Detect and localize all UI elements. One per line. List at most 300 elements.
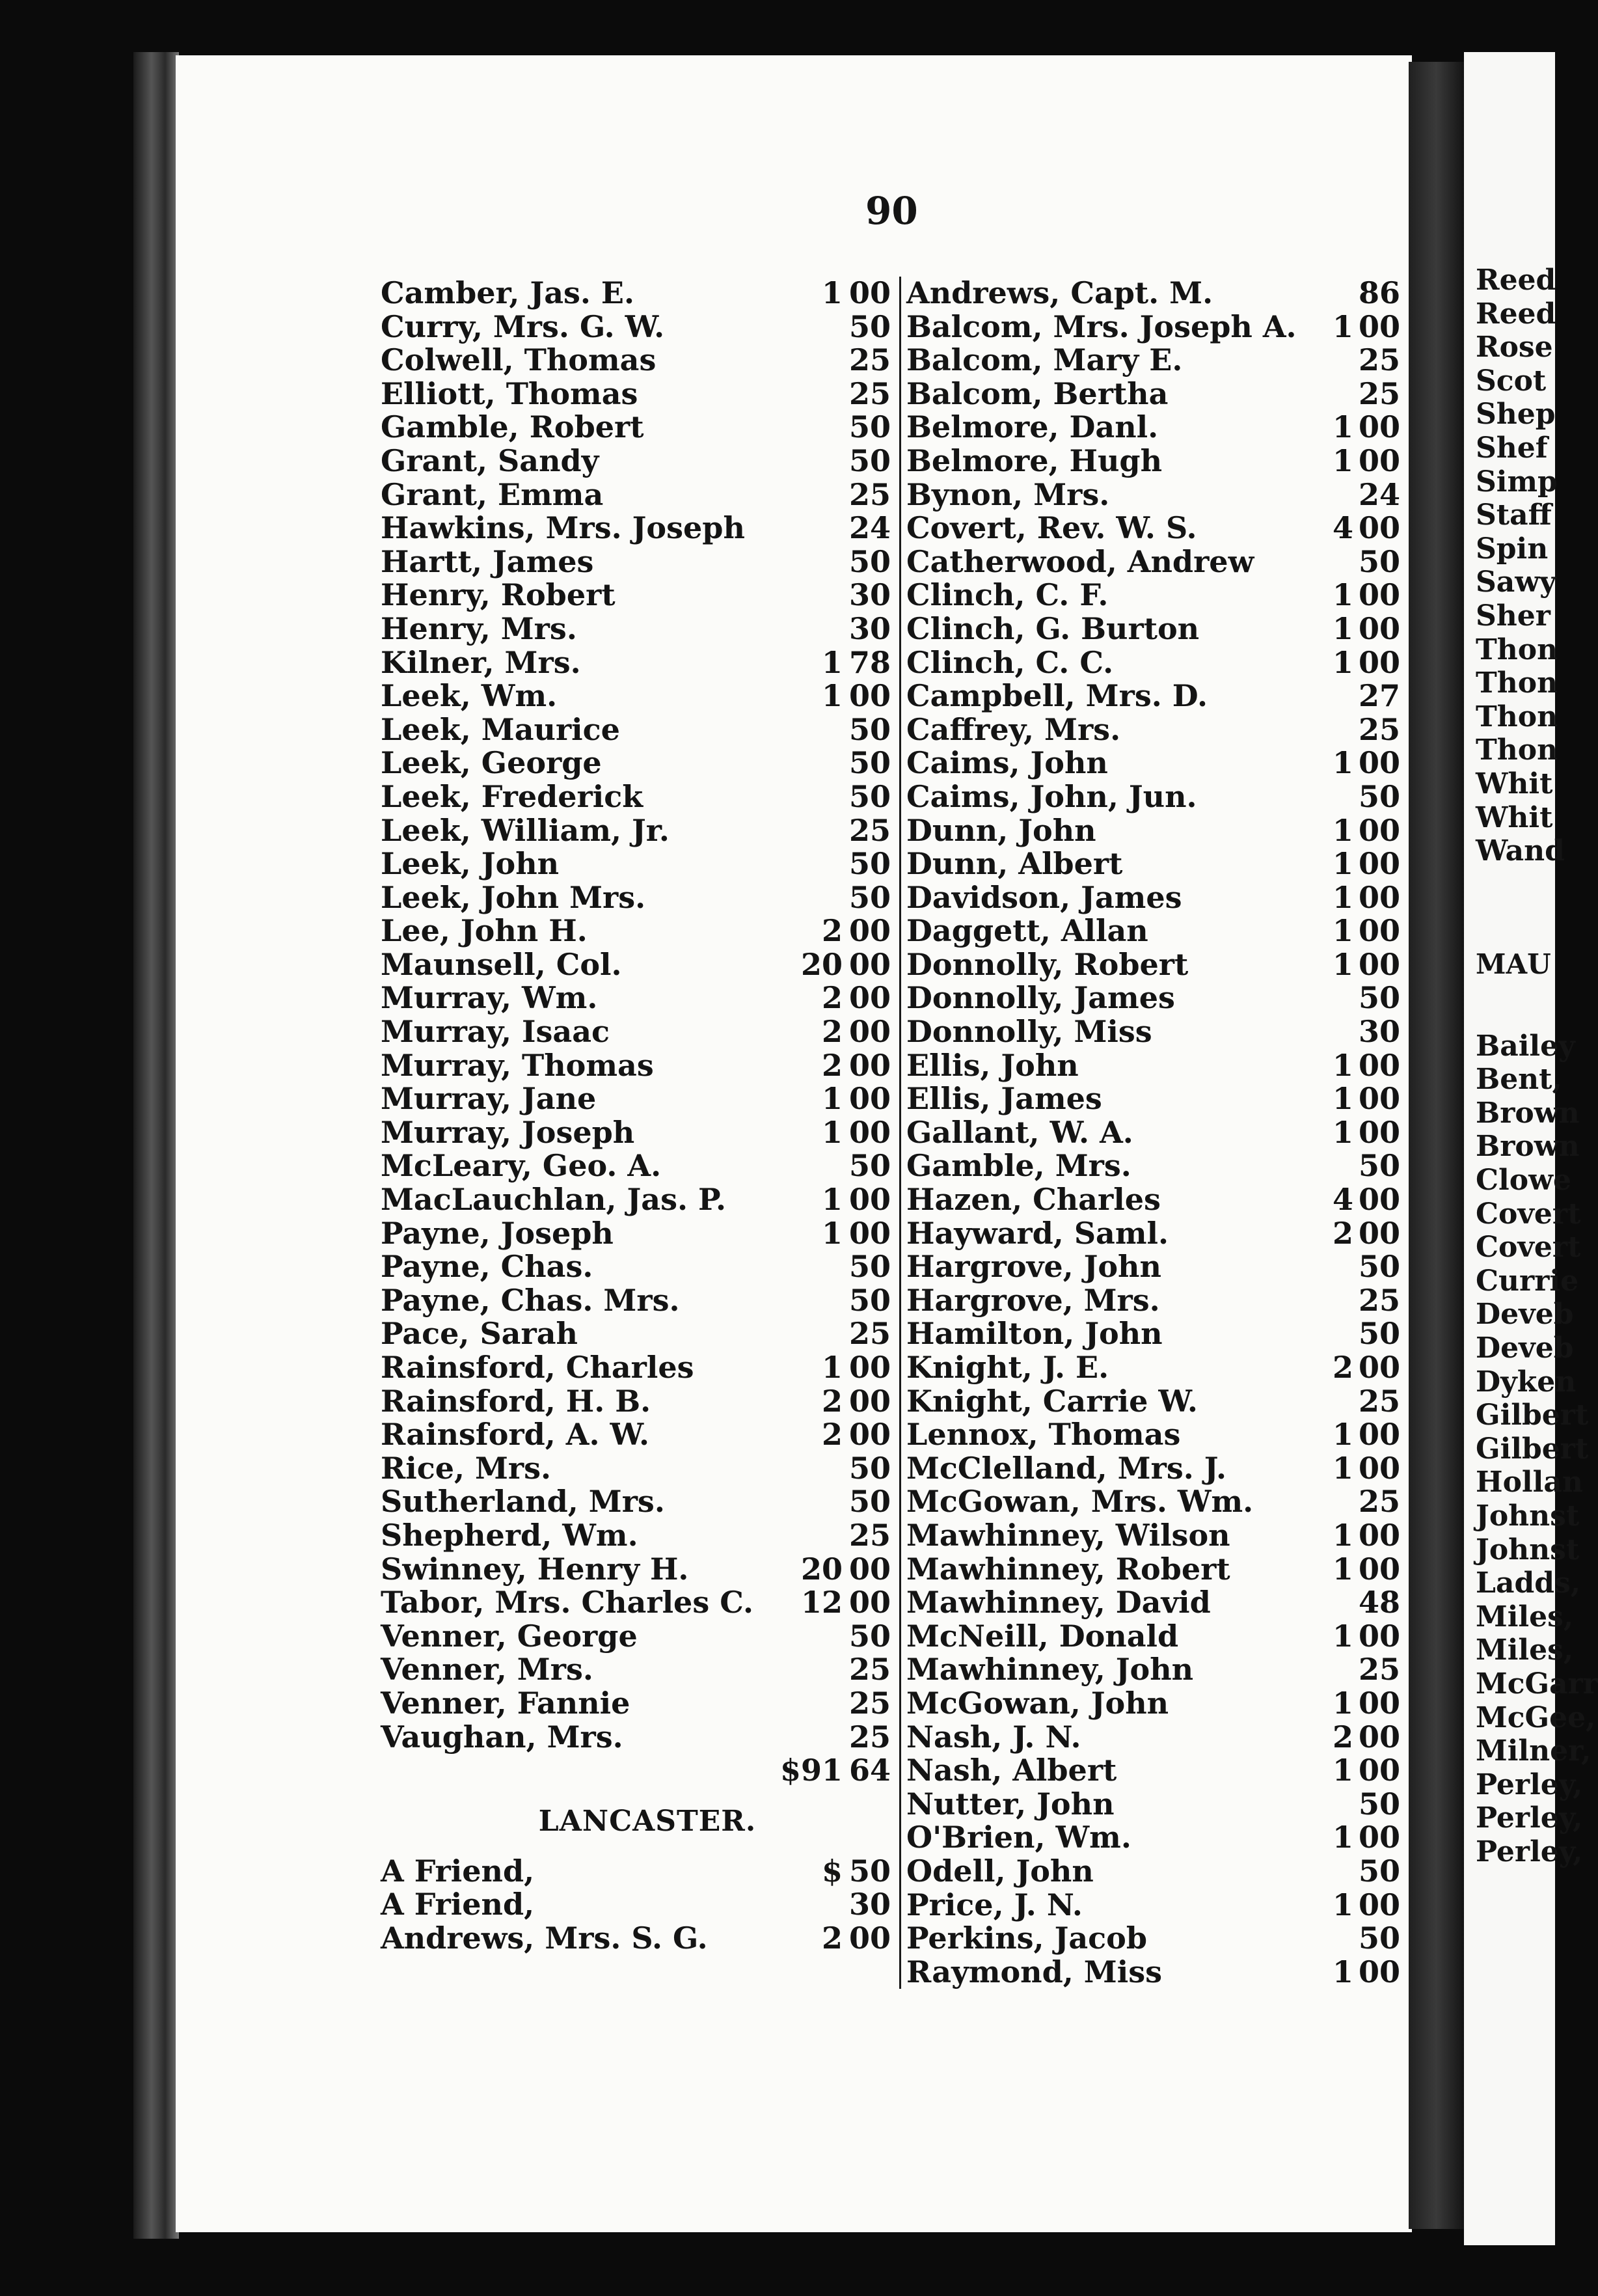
amount-cents: 25 — [849, 1652, 891, 1688]
left-column — [381, 275, 891, 1956]
amount-dollars: 1 — [1332, 1081, 1353, 1117]
list-item — [381, 1114, 891, 1150]
amount-cents: 00 — [849, 1114, 891, 1150]
next-page-list-item — [1476, 1466, 1583, 1499]
amount-cents: 25 — [1359, 1484, 1401, 1520]
list-item — [906, 1450, 1401, 1486]
contributor-name: Payne, Joseph — [381, 1215, 614, 1251]
contributor-name-fragment: Gilbert — [1476, 1399, 1589, 1432]
list-item — [906, 342, 1401, 378]
amount-dollars: 2 — [1332, 1719, 1353, 1755]
list-item — [906, 1383, 1401, 1419]
contributor-name: Sutherland, Mrs. — [381, 1484, 665, 1520]
contributor-name: Caffrey, Mrs. — [906, 711, 1121, 747]
contributor-name: Hargrove, John — [906, 1249, 1161, 1285]
amount-dollars: 1 — [1332, 1753, 1353, 1788]
amount-dollars: 4 — [1332, 510, 1353, 546]
next-page-list-item — [1476, 1600, 1574, 1634]
amount-cents: 30 — [849, 610, 891, 646]
amount-cents: 25 — [849, 1719, 891, 1755]
amount-cents: 50 — [849, 443, 891, 478]
section-heading: LANCASTER. — [538, 1804, 757, 1838]
amount-cents: 00 — [849, 1383, 891, 1419]
amount-dollars: 1 — [821, 1081, 843, 1117]
amount-dollars: 1 — [1332, 409, 1353, 445]
list-item — [381, 1148, 891, 1184]
list-item — [381, 678, 891, 714]
contributor-name-fragment: McGee, — [1476, 1701, 1596, 1734]
contributor-name: Leek, John Mrs. — [381, 879, 646, 915]
next-page-list-item — [1476, 431, 1555, 465]
amount-cents: 50 — [849, 1249, 891, 1285]
contributor-name: Hamilton, John — [906, 1316, 1163, 1352]
amount-cents: 50 — [1359, 1249, 1401, 1285]
amount-dollars: 1 — [1332, 308, 1353, 344]
list-item — [381, 577, 891, 613]
amount-dollars: 1 — [1332, 610, 1353, 646]
amount-dollars: 1 — [1332, 913, 1353, 949]
amount-cents: 00 — [849, 1081, 891, 1117]
contributor-name-fragment: Wand — [1476, 834, 1565, 868]
contributor-name: Gallant, W. A. — [906, 1114, 1133, 1150]
contributor-name: McClelland, Mrs. J. — [906, 1450, 1226, 1486]
contributor-name: Lee, John H. — [381, 913, 588, 949]
next-page-list-item — [1476, 499, 1555, 532]
amount-cents: 00 — [849, 1182, 891, 1218]
amount-cents: 50 — [1359, 543, 1401, 579]
contributor-name-fragment: Thon — [1476, 700, 1558, 733]
contributor-name: Hazen, Charles — [906, 1182, 1161, 1218]
amount-cents: 25 — [1359, 1383, 1401, 1419]
amount-cents: 00 — [1359, 1954, 1401, 1989]
amount-cents: 00 — [1359, 1182, 1401, 1218]
amount-dollars: 1 — [821, 1215, 843, 1251]
list-item — [906, 644, 1401, 680]
contributor-name: McGowan, John — [906, 1685, 1169, 1721]
amount-dollars: 1 — [1332, 644, 1353, 680]
amount-dollars: 2 — [821, 980, 843, 1016]
contributor-name-fragment: Perley, — [1476, 1835, 1583, 1868]
next-page-list-item — [1476, 364, 1555, 398]
next-page-list-item — [1476, 1499, 1580, 1533]
next-page-list-item — [1476, 532, 1555, 566]
amount-cents: 00 — [1359, 745, 1401, 781]
list-item — [381, 879, 891, 915]
list-item — [381, 610, 891, 646]
contributor-name: Leek, Wm. — [381, 678, 558, 714]
contributor-name: Daggett, Allan — [906, 913, 1148, 949]
amount-cents: 25 — [849, 342, 891, 378]
amount-cents: 50 — [1359, 1316, 1401, 1352]
list-item — [381, 1249, 891, 1285]
list-item — [906, 1753, 1401, 1788]
amount-cents: 00 — [849, 913, 891, 949]
contributor-name: Catherwood, Andrew — [906, 543, 1254, 579]
amount-cents: 27 — [1359, 678, 1401, 714]
amount-cents: 86 — [1359, 275, 1401, 310]
next-page-list-item — [1476, 1432, 1589, 1466]
amount-dollars: 2 — [1332, 1215, 1353, 1251]
list-item — [381, 1853, 891, 1889]
contributor-name: Hargrove, Mrs. — [906, 1282, 1160, 1318]
amount-cents: 00 — [849, 1014, 891, 1050]
list-item — [381, 1618, 891, 1654]
list-item — [906, 1316, 1401, 1352]
contributor-name: Rice, Mrs. — [381, 1450, 552, 1486]
contributor-name-fragment: Miles, — [1476, 1600, 1574, 1633]
contributor-name: Dunn, Albert — [906, 846, 1123, 882]
contributor-name: Kilner, Mrs. — [381, 644, 581, 680]
amount-dollars: 1 — [1332, 812, 1353, 848]
contributor-name: Camber, Jas. E. — [381, 275, 635, 310]
contributor-name: Balcom, Mrs. Joseph A. — [906, 308, 1297, 344]
next-page-list-item — [1476, 666, 1558, 700]
spacer — [1476, 1004, 1555, 1030]
list-item — [381, 1081, 891, 1117]
contributor-name: Hartt, James — [381, 543, 594, 579]
contributor-name: Vaughan, Mrs. — [381, 1719, 623, 1755]
contributor-name: Balcom, Bertha — [906, 376, 1169, 411]
amount-cents: 00 — [1359, 409, 1401, 445]
list-item — [906, 946, 1401, 982]
contributor-name-fragment: Whit — [1476, 767, 1553, 800]
contributor-name: Pace, Sarah — [381, 1316, 578, 1352]
amount-cents: 50 — [849, 1618, 891, 1654]
amount-cents: 50 — [849, 1484, 891, 1520]
contributor-name: Nash, Albert — [906, 1753, 1117, 1788]
amount-cents: 50 — [849, 1282, 891, 1318]
amount-dollars: 1 — [1332, 443, 1353, 478]
contributor-name: Henry, Mrs. — [381, 610, 577, 646]
amount-cents: 30 — [1359, 1014, 1401, 1050]
amount-dollars: 12 — [800, 1585, 843, 1620]
amount-cents: 25 — [849, 376, 891, 411]
contributor-name-fragment: Staff — [1476, 499, 1552, 532]
next-page-list-item — [1476, 633, 1558, 667]
contributor-name: McLeary, Geo. A. — [381, 1148, 662, 1184]
contributor-name: Hawkins, Mrs. Joseph — [381, 510, 745, 546]
contributor-name-fragment: Scot — [1476, 364, 1547, 398]
contributor-name-fragment: Thon — [1476, 733, 1558, 767]
page-gutter — [1409, 62, 1464, 2229]
amount-cents: 50 — [849, 308, 891, 344]
contributor-name: Nash, J. N. — [906, 1719, 1081, 1755]
contributor-name: A Friend, — [381, 1853, 535, 1889]
amount-cents: 00 — [1359, 1047, 1401, 1083]
contributor-name-fragment: Brown — [1476, 1096, 1580, 1130]
next-page-list-item — [1476, 1566, 1581, 1600]
amount-dollars: 1 — [1332, 1618, 1353, 1654]
contributor-name-fragment: Milner, — [1476, 1734, 1591, 1768]
next-page-list-item — [1476, 1063, 1562, 1097]
amount-dollars: 1 — [1332, 1954, 1353, 1989]
list-item — [381, 443, 891, 478]
amount-cents: 50 — [849, 879, 891, 915]
contributor-name: Donnolly, James — [906, 980, 1175, 1016]
amount-cents: 50 — [849, 1148, 891, 1184]
contributor-name: Andrews, Capt. M. — [906, 275, 1213, 310]
amount-dollars: 1 — [1332, 1820, 1353, 1855]
contributor-name: Knight, Carrie W. — [906, 1383, 1198, 1419]
next-page-list-item — [1476, 1801, 1583, 1835]
amount-cents: 48 — [1359, 1585, 1401, 1620]
list-item — [381, 711, 891, 747]
amount-cents: 25 — [849, 1685, 891, 1721]
list-item — [906, 1887, 1401, 1922]
amount-cents: 50 — [849, 1853, 891, 1889]
list-item — [906, 711, 1401, 747]
amount-cents: 25 — [1359, 1652, 1401, 1688]
amount-cents: 00 — [849, 946, 891, 982]
amount-cents: 30 — [849, 1887, 891, 1922]
amount-dollars: 2 — [1332, 1350, 1353, 1385]
amount-dollars: 1 — [1332, 1551, 1353, 1587]
contributor-name-fragment: Spin — [1476, 532, 1549, 566]
contributor-name-fragment: Thon — [1476, 666, 1558, 700]
amount-cents: 00 — [1359, 1887, 1401, 1922]
next-page-list-item — [1476, 1835, 1583, 1869]
list-item — [381, 1282, 891, 1318]
amount-cents: 24 — [849, 510, 891, 546]
amount-cents: 25 — [1359, 711, 1401, 747]
list-item — [906, 1081, 1401, 1117]
next-page-list-item — [1476, 398, 1555, 431]
subtotal-dollars: $91 — [779, 1753, 843, 1788]
amount-cents: 00 — [849, 678, 891, 714]
list-item — [381, 812, 891, 848]
list-item — [381, 1215, 891, 1251]
list-item — [381, 1182, 891, 1218]
next-page-list-item — [1476, 465, 1558, 499]
contributor-name: Nutter, John — [906, 1786, 1115, 1822]
contributor-name-fragment: Hollan — [1476, 1466, 1583, 1499]
list-item — [381, 308, 891, 344]
list-item — [381, 1350, 891, 1385]
contributor-name: Curry, Mrs. G. W. — [381, 308, 665, 344]
contributor-name-fragment: Brown — [1476, 1130, 1580, 1164]
next-page-list-item — [1476, 1701, 1596, 1735]
amount-cents: 50 — [1359, 1853, 1401, 1889]
contributor-name: Mawhinney, Robert — [906, 1551, 1230, 1587]
contributor-name: Donnolly, Robert — [906, 946, 1189, 982]
contributor-name: Rainsford, H. B. — [381, 1383, 651, 1419]
amount-dollars: 2 — [821, 1920, 843, 1956]
contributor-name: Murray, Isaac — [381, 1014, 610, 1050]
next-page-list-item — [1476, 767, 1555, 801]
amount-dollars: 2 — [821, 1417, 843, 1453]
contributor-name: Henry, Robert — [381, 577, 616, 613]
contributor-name: Maunsell, Col. — [381, 946, 622, 982]
amount-cents: 50 — [1359, 1786, 1401, 1822]
list-item — [906, 1551, 1401, 1587]
list-item — [381, 846, 891, 882]
contributor-name-fragment: Johnst — [1476, 1499, 1580, 1533]
list-item — [381, 1585, 891, 1620]
amount-cents: 30 — [849, 577, 891, 613]
next-page-list-item — [1476, 1399, 1589, 1432]
amount-cents: 00 — [1359, 812, 1401, 848]
list-item — [906, 913, 1401, 949]
amount-dollars: 1 — [821, 1114, 843, 1150]
contributor-name: Tabor, Mrs. Charles C. — [381, 1585, 754, 1620]
contributor-name: Murray, Wm. — [381, 980, 598, 1016]
amount-cents: 00 — [1359, 1114, 1401, 1150]
amount-cents: 00 — [849, 1417, 891, 1453]
amount-cents: 00 — [1359, 1719, 1401, 1755]
amount-cents: 00 — [1359, 1753, 1401, 1788]
list-item — [381, 1316, 891, 1352]
contributor-name: Price, J. N. — [906, 1887, 1083, 1922]
contributor-name: Mawhinney, John — [906, 1652, 1194, 1688]
next-page-list-item — [1476, 1164, 1571, 1197]
next-page-list-item — [1476, 1029, 1575, 1063]
next-page-list-item — [1476, 1332, 1574, 1365]
list-item — [906, 275, 1401, 310]
next-page-list-item — [1476, 566, 1555, 599]
list-item — [906, 443, 1401, 478]
contributor-name: Dunn, John — [906, 812, 1096, 848]
list-item — [906, 1282, 1401, 1318]
amount-dollars: 1 — [1332, 946, 1353, 982]
amount-cents: 00 — [849, 1551, 891, 1587]
contributor-name: Donnolly, Miss — [906, 1014, 1152, 1050]
contributor-name: Shepherd, Wm. — [381, 1517, 638, 1553]
amount-dollars: 1 — [1332, 1517, 1353, 1553]
contributor-name: Campbell, Mrs. D. — [906, 678, 1208, 714]
list-item — [381, 1383, 891, 1419]
amount-cents: 00 — [1359, 577, 1401, 613]
list-item — [906, 745, 1401, 781]
amount-cents: 00 — [1359, 443, 1401, 478]
amount-dollars: 1 — [821, 678, 843, 714]
contributor-name: Gamble, Mrs. — [906, 1148, 1131, 1184]
amount-dollars: 1 — [1332, 1114, 1353, 1150]
list-item — [906, 1114, 1401, 1150]
contributor-name: Payne, Chas. Mrs. — [381, 1282, 680, 1318]
contributor-name: McNeill, Donald — [906, 1618, 1179, 1654]
contributor-name: Mawhinney, Wilson — [906, 1517, 1230, 1553]
amount-cents: 00 — [849, 1920, 891, 1956]
amount-cents: 00 — [1359, 610, 1401, 646]
amount-cents: 50 — [1359, 980, 1401, 1016]
list-item — [381, 510, 891, 546]
list-item — [381, 476, 891, 512]
amount-cents: 00 — [1359, 1618, 1401, 1654]
amount-cents: 00 — [1359, 644, 1401, 680]
contributor-name: Venner, Mrs. — [381, 1652, 593, 1688]
amount-cents: 25 — [849, 476, 891, 512]
amount-cents: 25 — [1359, 1282, 1401, 1318]
list-item — [906, 1215, 1401, 1251]
list-item — [906, 1014, 1401, 1050]
list-item — [381, 980, 891, 1016]
contributor-name: Venner, Fannie — [381, 1685, 630, 1721]
contributor-name: Swinney, Henry H. — [381, 1551, 689, 1587]
contributor-name: Caims, John — [906, 745, 1108, 781]
contributor-name-fragment: Reed — [1476, 297, 1556, 331]
contributor-name: Perkins, Jacob — [906, 1920, 1147, 1956]
amount-cents: 00 — [849, 1350, 891, 1385]
list-item — [381, 1484, 891, 1520]
list-item — [381, 644, 891, 680]
amount-dollars: 2 — [821, 913, 843, 949]
amount-cents: 00 — [1359, 1551, 1401, 1587]
next-page-list-item — [1476, 1365, 1577, 1399]
amount-dollars: 2 — [821, 1383, 843, 1419]
amount-cents: 50 — [849, 778, 891, 814]
next-page-list-item — [1476, 700, 1558, 734]
next-page-list-item — [1476, 801, 1555, 835]
contributor-name: Andrews, Mrs. S. G. — [381, 1920, 708, 1956]
contributor-name: Rainsford, A. W. — [381, 1417, 650, 1453]
amount-cents: 00 — [1359, 1417, 1401, 1453]
list-item — [381, 1887, 891, 1922]
next-page-list-item — [1476, 1667, 1598, 1701]
list-item — [906, 409, 1401, 445]
contributor-name: Leek, William, Jr. — [381, 812, 670, 848]
list-item — [381, 342, 891, 378]
contributor-name: Raymond, Miss — [906, 1954, 1162, 1989]
amount-dollars: 2 — [821, 1047, 843, 1083]
amount-cents: 25 — [849, 812, 891, 848]
contributor-name-fragment: Perley, — [1476, 1768, 1583, 1801]
amount-cents: 50 — [1359, 1148, 1401, 1184]
amount-dollars: 4 — [1332, 1182, 1353, 1218]
contributor-name: Leek, George — [381, 745, 602, 781]
list-item — [906, 1484, 1401, 1520]
amount-cents: 00 — [1359, 1517, 1401, 1553]
list-item — [381, 1450, 891, 1486]
next-page-section-heading: MAU — [1476, 948, 1551, 980]
contributor-name-fragment: Bailey — [1476, 1029, 1575, 1063]
list-item — [906, 1350, 1401, 1385]
list-item — [906, 376, 1401, 411]
amount-cents: 00 — [1359, 879, 1401, 915]
list-item — [906, 1585, 1401, 1620]
amount-dollars: 1 — [821, 644, 843, 680]
amount-cents: 50 — [849, 409, 891, 445]
amount-cents: 00 — [849, 980, 891, 1016]
page-number: 90 — [865, 189, 918, 233]
amount-cents: 00 — [849, 1215, 891, 1251]
contributor-name: Knight, J. E. — [906, 1350, 1109, 1385]
amount-cents: 00 — [1359, 913, 1401, 949]
contributor-name: Leek, Maurice — [381, 711, 620, 747]
amount-dollars: 1 — [821, 1350, 843, 1385]
amount-cents: 00 — [849, 1047, 891, 1083]
contributor-name: Murray, Thomas — [381, 1047, 654, 1083]
contributor-name: MacLauchlan, Jas. P. — [381, 1182, 727, 1218]
contributor-name: Hayward, Saml. — [906, 1215, 1169, 1251]
contributor-name-fragment: Whit — [1476, 800, 1553, 834]
amount-dollars: 20 — [800, 946, 843, 982]
contributor-name: Leek, Frederick — [381, 778, 643, 814]
list-item — [381, 778, 891, 814]
contributor-name-fragment: Simp — [1476, 465, 1558, 499]
contributor-name-fragment: Shep — [1476, 398, 1556, 431]
list-item — [906, 308, 1401, 344]
list-item — [906, 1047, 1401, 1083]
contributor-name: Balcom, Mary E. — [906, 342, 1183, 378]
amount-cents: 00 — [849, 1585, 891, 1620]
contributor-name-fragment: Miles, — [1476, 1633, 1574, 1667]
contributor-name-fragment: Ladds, — [1476, 1566, 1581, 1600]
book-spine — [133, 52, 179, 2239]
amount-cents: 78 — [849, 644, 891, 680]
amount-cents: 50 — [1359, 1920, 1401, 1956]
next-page-list-item — [1476, 599, 1555, 633]
list-item — [906, 1820, 1401, 1855]
